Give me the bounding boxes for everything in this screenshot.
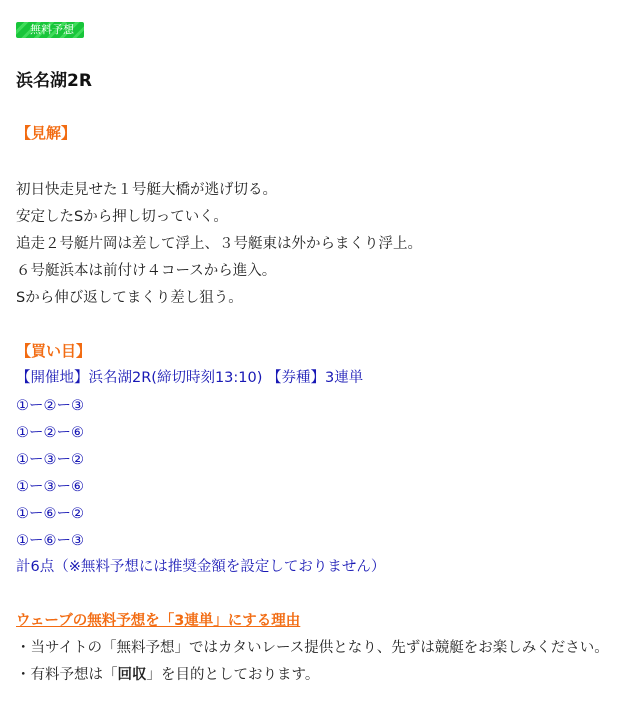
page-title: 浜名湖2R	[16, 71, 92, 91]
opinion-heading: 【見解】	[16, 124, 77, 142]
analysis-line: Sから伸び返してまくり差し狙う。	[16, 290, 243, 306]
bet-total: 計6点（※無料予想には推奨金額を設定しておりません）	[16, 559, 386, 575]
free-prediction-badge: 無料予想	[16, 22, 84, 38]
analysis-line: 初日快走見せた１号艇大橋が逃げ切る。	[16, 182, 277, 198]
note-prefix: ・有料予想は「	[16, 667, 118, 683]
bet-combination: ①ー③ー②	[16, 452, 84, 468]
note-suffix: 」を目的としております。	[146, 667, 320, 683]
bet-combination: ①ー③ー⑥	[16, 479, 84, 495]
bet-combination: ①ー②ー③	[16, 398, 84, 414]
buy-heading: 【買い目】	[16, 342, 92, 360]
bet-combination: ①ー⑥ー③	[16, 533, 84, 549]
note-line	[16, 663, 319, 684]
reason-heading-link[interactable]: ウェーブの無料予想を「3連単」にする理由	[16, 613, 301, 629]
bet-info: 【開催地】浜名湖2R(締切時刻13:10) 【券種】3連単	[16, 370, 364, 386]
note-emphasis: 回収	[117, 667, 147, 683]
bet-combination: ①ー②ー⑥	[16, 425, 84, 441]
analysis-line: 安定したSから押し切っていく。	[16, 209, 228, 225]
analysis-line: 追走２号艇片岡は差して浮上、３号艇東は外からまくり浮上。	[16, 236, 422, 252]
analysis-line: ６号艇浜本は前付け４コースから進入。	[16, 263, 277, 279]
note-line: ・当サイトの「無料予想」ではカタいレース提供となり、先ずは競艇をお楽しみください。	[16, 640, 609, 656]
bet-combination: ①ー⑥ー②	[16, 506, 84, 522]
